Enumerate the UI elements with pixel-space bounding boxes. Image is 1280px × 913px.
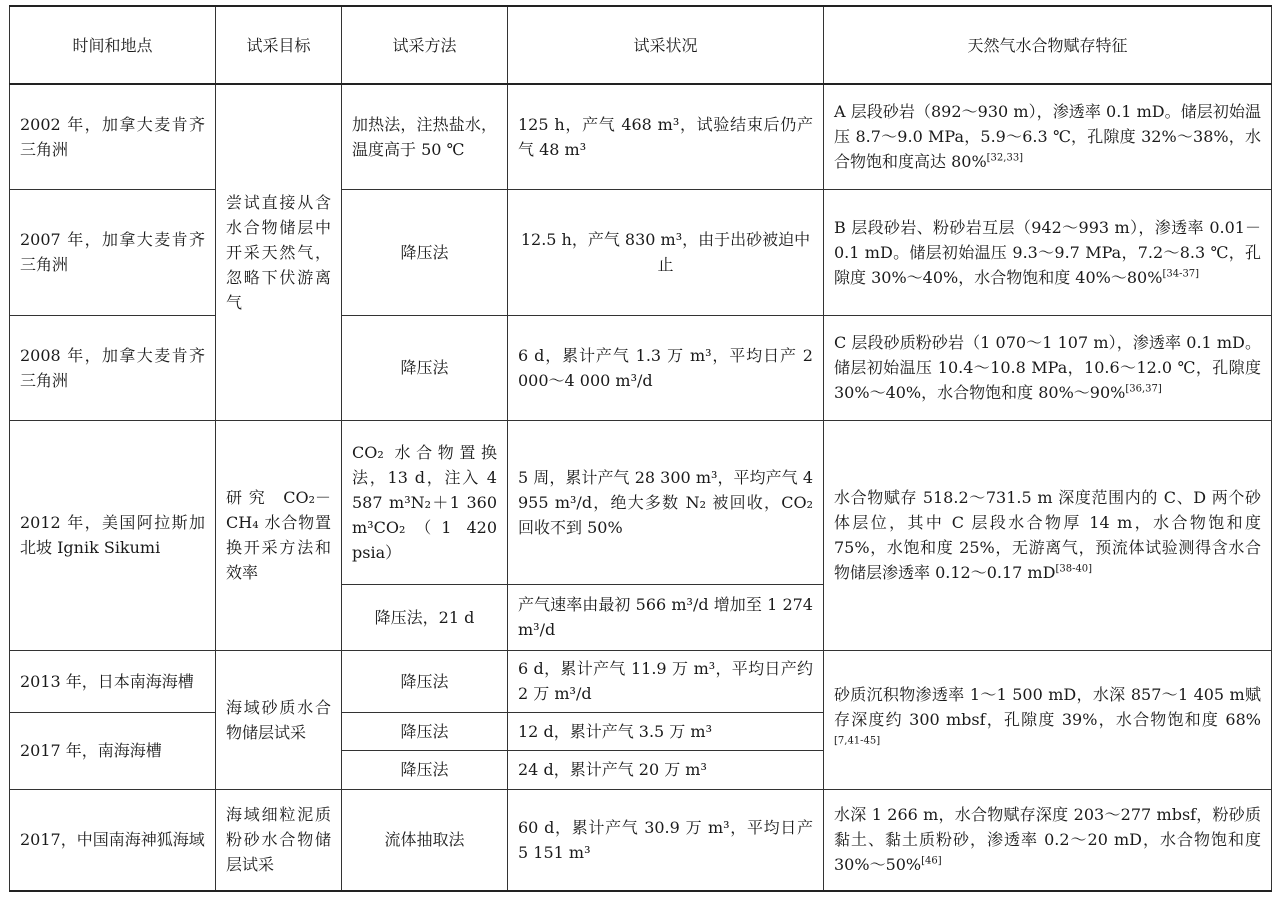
target-cell: 海域砂质水合物储层试采 <box>216 650 342 789</box>
citation: [46] <box>921 855 942 867</box>
feature-cell <box>824 84 1272 189</box>
citation: [7,41-45] <box>834 735 881 747</box>
place-cell: 2002 年，加拿大麦肯齐三角洲 <box>10 84 216 189</box>
table-row <box>10 315 1272 420</box>
place-cell: 2012 年，美国阿拉斯加北坡 Ignik Sikumi <box>10 420 216 650</box>
method-cell: 加热法，注热盐水，温度高于 50 ℃ <box>342 84 508 189</box>
table-row <box>10 84 1272 189</box>
feature-cell <box>824 420 1272 650</box>
citation: [36,37] <box>1125 383 1162 395</box>
feature-text: B 层段砂岩、粉砂岩互层（942～993 m），渗透率 0.01－0.1 mD。储层初始温压 9.3～9.7 MPa，7.2～8.3 ℃，孔隙度 30%～40%，水合物饱和度 40%～80% <box>834 217 1261 287</box>
status-cell: 产气速率由最初 566 m³/d 增加至 1 274 m³/d <box>508 584 824 650</box>
feature-text: 水深 1 266 m，水合物赋存深度 203～277 mbsf，粉砂质黏土、黏土质粉砂，渗透率 0.2～20 mD，水合物饱和度 30%～50% <box>834 805 1261 875</box>
place-cell: 2007 年，加拿大麦肯齐三角洲 <box>10 189 216 315</box>
feature-text: 砂质沉积物渗透率 1～1 500 mD，水深 857～1 405 m赋存深度约 300 mbsf，孔隙度 39%，水合物饱和度 68% <box>834 685 1261 729</box>
feature-text: C 层段砂质粉砂岩（1 070～1 107 m），渗透率 0.1 mD。储层初始温压 10.4～10.8 MPa，10.6～12.0 ℃，孔隙度 30%～40%，水合物饱和度 80%～90% <box>834 333 1261 402</box>
feature-cell <box>824 789 1272 891</box>
method-cell: 降压法 <box>342 189 508 315</box>
table-row <box>10 420 1272 584</box>
feature-cell <box>824 189 1272 315</box>
table-row <box>10 189 1272 315</box>
table-row <box>10 650 1272 712</box>
gas-hydrate-trial-table <box>9 5 1272 892</box>
place-cell: 2017，中国南海神狐海域 <box>10 789 216 891</box>
target-cell: 研究 CO₂－CH₄ 水合物置换开采方法和效率 <box>216 420 342 650</box>
header-target: 试采目标 <box>216 6 342 84</box>
feature-cell <box>824 650 1272 789</box>
status-cell: 6 d，累计产气 1.3 万 m³，平均日产 2 000～4 000 m³/d <box>508 315 824 420</box>
status-cell: 125 h，产气 468 m³，试验结束后仍产气 48 m³ <box>508 84 824 189</box>
citation: [34-37] <box>1162 268 1200 280</box>
header-time-place: 时间和地点 <box>10 6 216 84</box>
place-cell: 2008 年，加拿大麦肯齐三角洲 <box>10 315 216 420</box>
status-cell: 6 d，累计产气 11.9 万 m³，平均日产约 2 万 m³/d <box>508 650 824 712</box>
citation: [38-40] <box>1055 563 1093 575</box>
header-feature: 天然气水合物赋存特征 <box>824 6 1272 84</box>
status-cell: 12.5 h，产气 830 m³，由于出砂被迫中止 <box>508 189 824 315</box>
place-cell: 2017 年，南海海槽 <box>10 712 216 789</box>
feature-cell <box>824 315 1272 420</box>
table-row <box>10 789 1272 891</box>
status-cell: 5 周，累计产气 28 300 m³，平均产气 4 955 m³/d，绝大多数 N₂ 被回收，CO₂ 回收不到 50% <box>508 420 824 584</box>
status-cell: 24 d，累计产气 20 万 m³ <box>508 750 824 789</box>
place-cell: 2013 年，日本南海海槽 <box>10 650 216 712</box>
header-row <box>10 6 1272 84</box>
method-cell: 降压法，21 d <box>342 584 508 650</box>
citation: [32,33] <box>986 152 1024 164</box>
feature-text: A 层段砂岩（892～930 m），渗透率 0.1 mD。储层初始温压 8.7～9.0 MPa，5.9～6.3 ℃，孔隙度 32%～38%，水合物饱和度高达 80% <box>834 102 1261 172</box>
target-cell: 尝试直接从含水合物储层中开采天然气，忽略下伏游离气 <box>216 84 342 420</box>
method-cell: 降压法 <box>342 750 508 789</box>
status-cell: 60 d，累计产气 30.9 万 m³，平均日产 5 151 m³ <box>508 789 824 891</box>
method-cell: 流体抽取法 <box>342 789 508 891</box>
method-cell: 降压法 <box>342 315 508 420</box>
method-cell: 降压法 <box>342 650 508 712</box>
method-cell: 降压法 <box>342 712 508 750</box>
status-cell: 12 d，累计产气 3.5 万 m³ <box>508 712 824 750</box>
header-method: 试采方法 <box>342 6 508 84</box>
header-status: 试采状况 <box>508 6 824 84</box>
target-cell: 海域细粒泥质粉砂水合物储层试采 <box>216 789 342 891</box>
feature-text: 水合物赋存 518.2～731.5 m 深度范围内的 C、D 两个砂体层位，其中 C 层段水合物厚 14 m，水合物饱和度 75%，水饱和度 25%，无游离气，预流体试验测得含水合物储层渗透率 0.12～0.17 mD <box>834 488 1261 582</box>
method-cell: CO₂ 水合物置换法，13 d，注入 4 587 m³N₂＋1 360 m³CO₂（1 420 psia） <box>342 420 508 584</box>
